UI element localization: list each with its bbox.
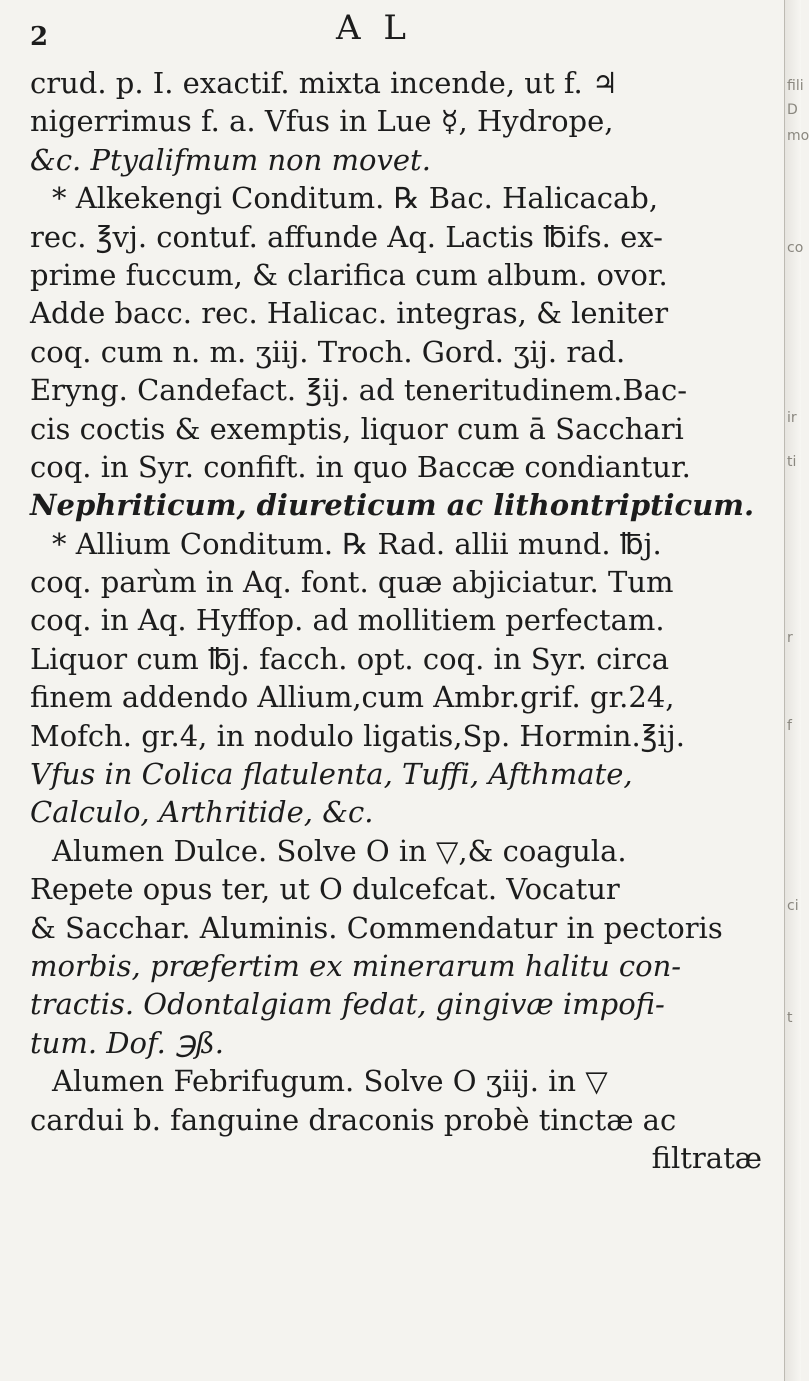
text-line: prime fuccum, & clarifica cum album. ovor.: [30, 257, 668, 292]
facing-page-edge: [784, 0, 809, 1381]
text-line: coq. parùm in Aq. font. quæ abjiciatur. Tum: [30, 565, 674, 600]
text-line: & Sacchar. Aluminis. Commendatur in pectoris: [30, 910, 723, 945]
text-line: Calculo, Arthritide, &c.: [30, 795, 374, 830]
text-line: tractis. Odontalgiam fedat, gingivæ impofi-: [30, 987, 665, 1022]
text-line: coq. cum n. m. ʒiij. Troch. Gord. ʒij. rad.: [30, 334, 626, 369]
text-line: coq. in Syr. confift. in quo Baccæ condiantur.: [30, 449, 691, 484]
text-line: &c. Ptyalifmum non movet.: [30, 142, 431, 177]
margin-fragment: ci: [787, 898, 799, 914]
text-line: crud. p. I. exactif. mixta incende, ut f. ♃: [30, 66, 618, 100]
text-line: Repete opus ter, ut O dulcefcat. Vocatur: [30, 872, 620, 907]
text-line: filtratæ: [651, 1140, 762, 1175]
text-line: tum. Dof. ℈ß.: [30, 1025, 224, 1060]
text-line: Eryng. Candefact. ℥ij. ad teneritudinem.Bac-: [30, 373, 688, 408]
margin-fragment: f: [787, 718, 792, 734]
entry-heading-alumen-febrifugum: Alumen Febrifugum. Solve O ʒiij. in ▽: [52, 1064, 608, 1099]
margin-fragment: ti: [787, 454, 797, 470]
text-line: cis coctis & exemptis, liquor cum ā Sacchari: [30, 411, 684, 446]
text-line: Mofch. gr.4, in nodulo ligatis,Sp. Hormin.℥ij.: [30, 718, 685, 753]
text-line: coq. in Aq. Hyffop. ad mollitiem perfectam.: [30, 603, 665, 638]
entry-heading-alkekengi: * Alkekengi Conditum. ℞ Bac. Halicacab,: [52, 181, 659, 216]
text-line: Nephriticum, diureticum ac lithontripticum.: [30, 488, 755, 523]
text-line: morbis, præfertim ex minerarum halitu con-: [30, 948, 682, 983]
text-line: finem addendo Allium,cum Ambr.grif. gr.24,: [30, 680, 675, 715]
running-header: A L: [336, 8, 412, 48]
margin-fragment: t: [787, 1010, 793, 1026]
text-line: rec. ℥vj. contuf. affunde Aq. Lactis ℔ifs. ex-: [30, 219, 663, 254]
text-line: Adde bacc. rec. Halicac. integras, & leniter: [30, 296, 669, 331]
text-line: Vfus in Colica flatulenta, Tuffi, Afthmate,: [30, 757, 633, 792]
entry-heading-allium: * Allium Conditum. ℞ Rad. allii mund. ℔j.: [52, 526, 662, 561]
margin-fragment: co: [787, 240, 804, 256]
margin-fragment: r: [787, 630, 793, 646]
text-line: nigerrimus f. a. Vfus in Lue ☿, Hydrope,: [30, 104, 614, 139]
page-text: [30, 64, 770, 1177]
entry-heading-alumen-dulce: Alumen Dulce. Solve O in ▽,& coagula.: [52, 833, 627, 868]
margin-fragment: ir: [787, 410, 797, 426]
margin-fragment: D: [787, 102, 798, 118]
margin-fragment: mo: [787, 128, 809, 144]
page-number: 2: [30, 22, 49, 52]
text-line: Liquor cum ℔j. facch. opt. coq. in Syr. circa: [30, 641, 669, 676]
margin-fragment: fili: [787, 78, 804, 94]
text-line: cardui b. fanguine draconis probè tinctæ ac: [30, 1102, 677, 1137]
